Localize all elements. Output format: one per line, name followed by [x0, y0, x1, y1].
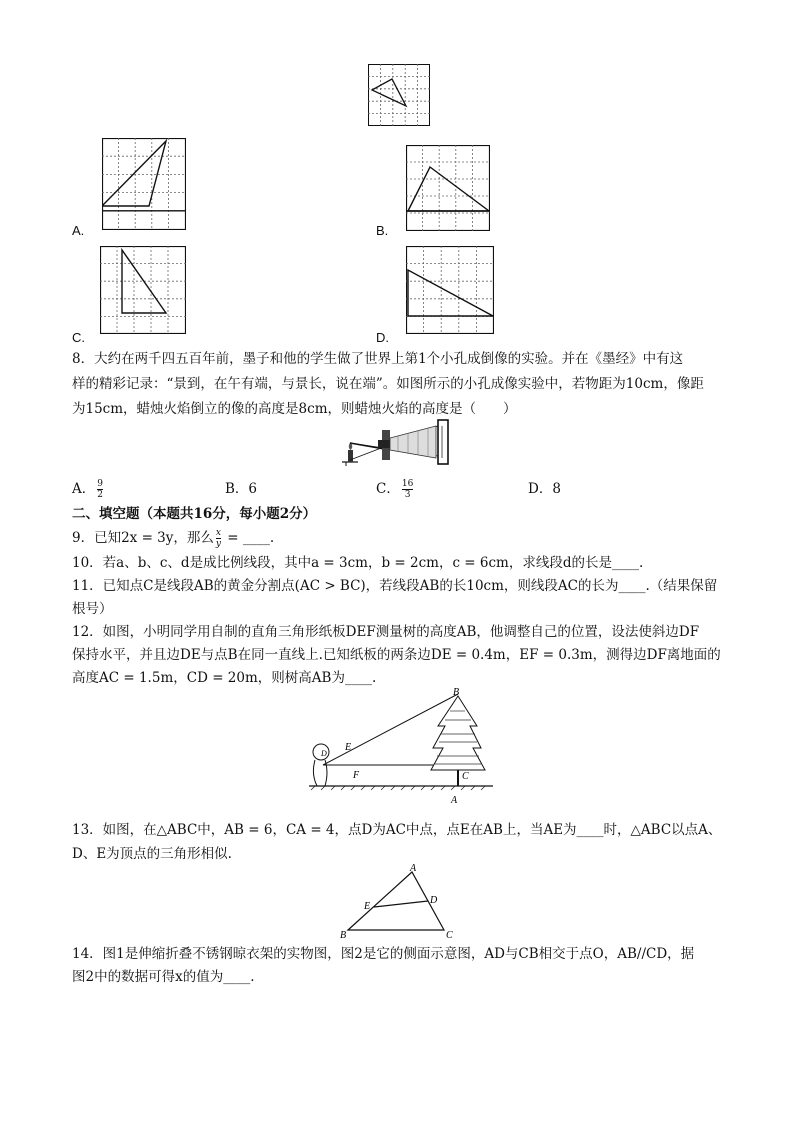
triangle-label-b: B [340, 930, 347, 940]
option-b-label: B． [225, 481, 249, 497]
question-7-option-d-grid [406, 246, 494, 334]
question-7-option-c-grid [100, 246, 186, 334]
question-13-line-1: 13．如图，在△ABC中，AB = 6，CA = 4，点D为AC中点，点E在AB上，当AE为____时，△ABC以点A、 [72, 822, 722, 838]
question-7-reference-grid [368, 64, 430, 126]
question-11-line-1: 11．已知点C是线段AB的黄金分割点(AC > BC)，若线段AB的长10cm，则线段AC的长为____.（结果保留 [72, 578, 718, 594]
question-12-line-2: 保持水平，并且边DE与点B在同一直线上.已知纸板的两条边DE = 0.4m，EF = 0.3m，测得边DF离地面的 [72, 647, 721, 663]
option-b-value: 6 [248, 481, 258, 497]
question-7-option-d-label[interactable]: D. [376, 330, 389, 345]
option-d-label: D． [528, 481, 553, 497]
question-7-option-b-label[interactable]: B. [376, 223, 389, 238]
fig-label-d: D [321, 749, 327, 758]
triangle-label-e: E [364, 901, 371, 912]
question-8-line-1: 8．大约在两千四五百年前，墨子和他的学生做了世界上第1个小孔成倒像的实验。并在《墨经》中有这 [72, 351, 684, 367]
question-7-option-c-label[interactable]: C. [72, 330, 85, 345]
fig-label-b: B [453, 687, 460, 698]
question-9-suffix: = ____. [223, 530, 275, 546]
fig-label-f: F [353, 770, 360, 781]
question-14-line-1: 14．图1是伸缩折叠不锈钢晾衣架的实物图，图2是它的侧面示意图，AD与CB相交于点O，AB//CD，据 [72, 946, 695, 962]
question-7-option-b-grid [406, 145, 490, 231]
fig-label-c: C [462, 771, 469, 782]
tree-measurement-figure [305, 686, 497, 808]
fig-label-e: E [345, 742, 352, 753]
option-a-fraction: $\frac{9}{2}$ [97, 479, 103, 500]
question-12-line-1: 12．如图，小明同学用自制的直角三角形纸板DEF测量树的高度AB，他调整自己的位置，设法使斜边DF [72, 624, 700, 640]
option-c-label: C． [376, 481, 400, 497]
question-8-option-c[interactable] [376, 477, 415, 502]
question-8-option-d[interactable] [528, 477, 561, 502]
question-7-option-a-label[interactable]: A. [72, 223, 85, 238]
question-9-fraction: $\frac{x}{y}$ [215, 528, 221, 549]
question-11-line-2: 根号） [72, 601, 113, 617]
question-10: 10．若a、b、c、d是成比例线段，其中a = 3cm，b = 2cm，c = 6cm，求线段d的长是____. [72, 555, 644, 571]
triangle-label-a: A [410, 863, 417, 874]
question-7-option-a-grid [102, 138, 186, 230]
question-12-line-3: 高度AC = 1.5m，CD = 20m，则树高AB为____. [72, 670, 377, 686]
question-13-line-2: D、E为顶点的三角形相似. [72, 846, 232, 862]
fig-label-a: A [451, 795, 458, 806]
question-8-line-2: 样的精彩记录：“景到，在午有端，与景长，说在端”。如图所示的小孔成像实验中，若物距为10cm，像距 [72, 376, 704, 392]
pinhole-camera-figure [338, 416, 458, 468]
option-a-label: A． [72, 481, 96, 497]
triangle-abc-figure [336, 860, 460, 940]
option-c-fraction: $\frac{16}{3}$ [401, 479, 414, 500]
question-9-prefix: 9．已知2x = 3y，那么 [72, 530, 214, 546]
section-2-heading: 二、填空题（本题共16分，每小题2分） [72, 506, 317, 522]
question-8-option-a[interactable] [72, 477, 105, 502]
question-8-line-3: 为15cm，蜡烛火焰倒立的像的高度是8cm，则蜡烛火焰的高度是（ ） [72, 401, 517, 417]
triangle-label-d: D [430, 895, 438, 906]
option-d-value: 8 [552, 481, 561, 497]
question-9 [72, 526, 274, 551]
question-8-option-b[interactable] [225, 477, 257, 502]
triangle-label-c: C [446, 930, 453, 940]
question-14-line-2: 图2中的数据可得x的值为____. [72, 969, 255, 985]
